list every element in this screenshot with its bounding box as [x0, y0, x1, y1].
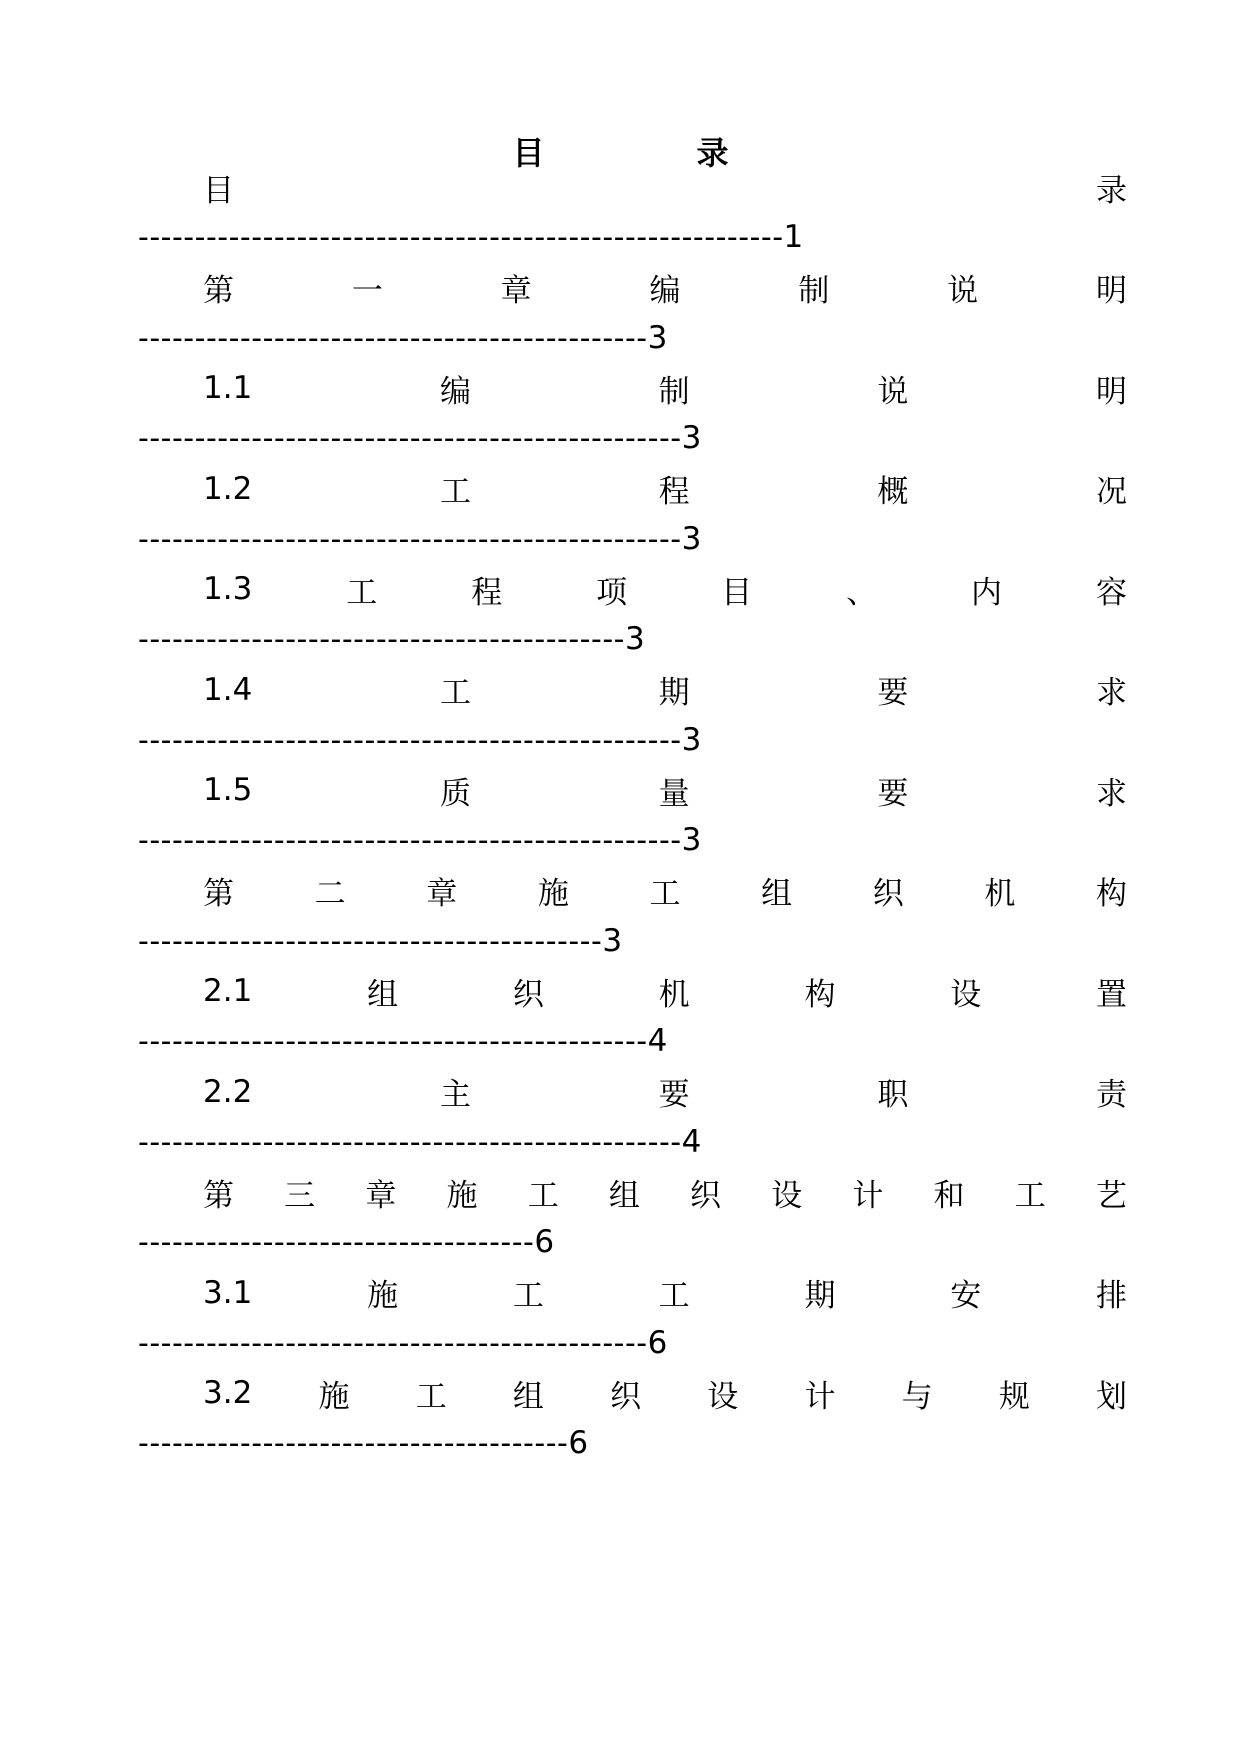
heading-char: 责 — [1096, 1077, 1127, 1113]
heading-char: 程 — [658, 474, 690, 510]
heading-char: 章 — [426, 876, 458, 912]
heading-char: 量 — [658, 775, 690, 812]
page-number: 4 — [647, 1023, 668, 1059]
leader-dashes: ------------------------------------------- — [138, 622, 625, 657]
toc-leader — [138, 718, 702, 762]
heading-char: 期 — [658, 675, 690, 711]
heading-char: 置 — [1096, 976, 1127, 1013]
heading-char: 施 — [537, 876, 569, 912]
heading-char: 构 — [1096, 876, 1127, 912]
heading-char: 安 — [950, 1278, 982, 1314]
heading-char: 工 — [439, 474, 471, 510]
heading-char: 设 — [771, 1177, 803, 1214]
heading-char: 2.1 — [203, 973, 253, 1009]
toc-leader — [138, 1120, 702, 1164]
page-number: 3 — [681, 721, 702, 758]
page-number: 1 — [783, 219, 804, 255]
leader-dashes: --------------------------------------------- — [138, 1024, 648, 1059]
heading-char: 目 — [203, 172, 234, 209]
heading-char: 与 — [901, 1378, 933, 1415]
heading-char: 机 — [658, 976, 690, 1013]
heading-char: 艺 — [1095, 1177, 1127, 1214]
leader-dashes: --------------------------------------------- — [138, 1325, 648, 1361]
heading-char: 和 — [933, 1177, 965, 1214]
page-number: 6 — [568, 1425, 589, 1461]
heading-char: 施 — [446, 1177, 478, 1214]
toc-entry-heading — [203, 266, 1127, 310]
leader-dashes: ------------------------------------------------ — [138, 521, 682, 557]
leader-dashes: ------------------------------------------------ — [138, 722, 682, 758]
heading-char: 程 — [471, 574, 503, 611]
heading-char: 设 — [707, 1378, 739, 1415]
heading-char: 第 — [203, 1177, 234, 1214]
heading-char: 工 — [512, 1278, 544, 1314]
heading-char: 编 — [439, 373, 471, 410]
toc-leader — [138, 215, 804, 259]
heading-char: 构 — [804, 976, 836, 1013]
heading-char: 项 — [596, 574, 628, 611]
heading-char: 1.5 — [203, 772, 253, 808]
heading-char: 要 — [658, 1077, 690, 1113]
heading-char: 3.1 — [203, 1274, 253, 1311]
toc-entry-heading — [203, 467, 1127, 511]
leader-dashes: ----------------------------------------- — [138, 923, 603, 959]
toc-leader — [138, 1421, 589, 1465]
toc-leader — [138, 1321, 668, 1365]
heading-char: 工 — [346, 574, 378, 611]
heading-char: 三 — [284, 1177, 316, 1214]
toc-leader — [138, 1220, 555, 1264]
page-number: 3 — [681, 520, 702, 557]
heading-char: 明 — [1095, 273, 1127, 309]
toc-leader — [138, 1019, 668, 1063]
leader-dashes: --------------------------------------------- — [138, 320, 648, 356]
heading-char: 明 — [1096, 373, 1127, 410]
heading-char: 第 — [203, 273, 234, 309]
heading-char: 织 — [690, 1177, 722, 1214]
toc-entry-heading — [203, 668, 1127, 712]
heading-char: 工 — [439, 675, 471, 711]
heading-char: 要 — [877, 775, 909, 812]
heading-char: 制 — [658, 373, 690, 410]
heading-char: 章 — [365, 1177, 397, 1214]
heading-char: 计 — [804, 1378, 836, 1415]
toc-entry-heading — [203, 1070, 1127, 1114]
heading-char: 主 — [439, 1077, 471, 1113]
page-number: 6 — [647, 1324, 668, 1361]
leader-dashes: --------------------------------------------------------- — [138, 220, 784, 255]
heading-char: 目 — [721, 574, 753, 611]
heading-char: 1.4 — [203, 671, 253, 708]
heading-char: 工 — [649, 876, 681, 912]
heading-char: 要 — [877, 675, 909, 711]
heading-char: 职 — [877, 1077, 909, 1113]
heading-char: 组 — [608, 1177, 640, 1214]
page-number: 3 — [647, 319, 668, 356]
toc-entry-heading — [203, 1271, 1127, 1315]
heading-char: 施 — [367, 1278, 399, 1314]
heading-char: 设 — [950, 976, 982, 1013]
heading-char: 1.1 — [203, 370, 253, 406]
heading-char: 施 — [318, 1378, 350, 1415]
toc-leader — [138, 617, 645, 661]
heading-char: 制 — [798, 273, 830, 309]
heading-char: 组 — [367, 976, 399, 1013]
toc-entry-heading — [203, 969, 1127, 1013]
page-number: 3 — [681, 822, 702, 858]
heading-char: 说 — [877, 373, 909, 410]
toc-entry-heading — [203, 1170, 1127, 1214]
heading-char: 工 — [527, 1177, 559, 1214]
heading-char: 织 — [512, 976, 544, 1013]
heading-char: 工 — [658, 1278, 690, 1314]
heading-char: 织 — [872, 876, 904, 912]
heading-char: 编 — [649, 273, 681, 309]
page-number: 3 — [681, 420, 702, 456]
toc-entry-heading — [203, 768, 1127, 812]
heading-char: 容 — [1095, 574, 1127, 611]
heading-char: 规 — [998, 1378, 1030, 1415]
heading-char: 工 — [415, 1378, 447, 1415]
heading-char: 况 — [1096, 474, 1127, 510]
toc-entry-heading — [203, 165, 1127, 209]
heading-char: 1.3 — [203, 571, 253, 607]
leader-dashes: ------------------------------------------------ — [138, 1124, 682, 1160]
heading-char: 组 — [761, 876, 793, 912]
heading-char: 织 — [610, 1378, 642, 1415]
heading-char: 机 — [984, 876, 1016, 912]
heading-char: 内 — [971, 574, 1003, 611]
page-number: 6 — [534, 1224, 555, 1260]
heading-char: 求 — [1096, 675, 1127, 711]
toc-title: 目 录 — [512, 134, 789, 172]
heading-char: 、 — [846, 574, 878, 611]
toc-leader — [138, 517, 702, 561]
heading-char: 1.2 — [203, 470, 253, 507]
heading-char: 划 — [1096, 1378, 1127, 1415]
page-number: 3 — [624, 621, 646, 657]
toc-leader — [138, 416, 702, 460]
heading-char: 求 — [1096, 775, 1127, 812]
page-number: 4 — [681, 1123, 702, 1160]
heading-char: 2.2 — [203, 1073, 253, 1110]
heading-char: 计 — [852, 1177, 884, 1214]
heading-char: 排 — [1096, 1278, 1127, 1314]
heading-char: 章 — [500, 273, 532, 309]
heading-char: 概 — [877, 474, 909, 510]
heading-char: 一 — [351, 273, 383, 309]
leader-dashes: -------------------------------------- — [138, 1426, 569, 1461]
heading-char: 期 — [804, 1278, 836, 1314]
toc-leader — [138, 316, 668, 360]
toc-leader — [138, 919, 623, 963]
heading-char: 质 — [439, 775, 471, 812]
toc-entry-heading — [203, 366, 1127, 410]
toc-leader — [138, 818, 702, 862]
heading-char: 录 — [1096, 172, 1127, 209]
heading-char: 工 — [1014, 1177, 1046, 1214]
toc-entry-heading — [203, 1371, 1127, 1415]
heading-char: 组 — [512, 1378, 544, 1415]
heading-char: 3.2 — [203, 1375, 253, 1411]
leader-dashes: ------------------------------------------------ — [138, 823, 682, 858]
leader-dashes: ------------------------------------------------ — [138, 421, 682, 456]
toc-entry-heading — [203, 869, 1127, 913]
leader-dashes: ----------------------------------- — [138, 1225, 535, 1260]
toc-entry-heading — [203, 567, 1127, 611]
heading-char: 二 — [314, 876, 346, 912]
heading-char: 第 — [203, 876, 234, 912]
heading-char: 说 — [947, 273, 979, 309]
page-number: 3 — [602, 922, 623, 959]
